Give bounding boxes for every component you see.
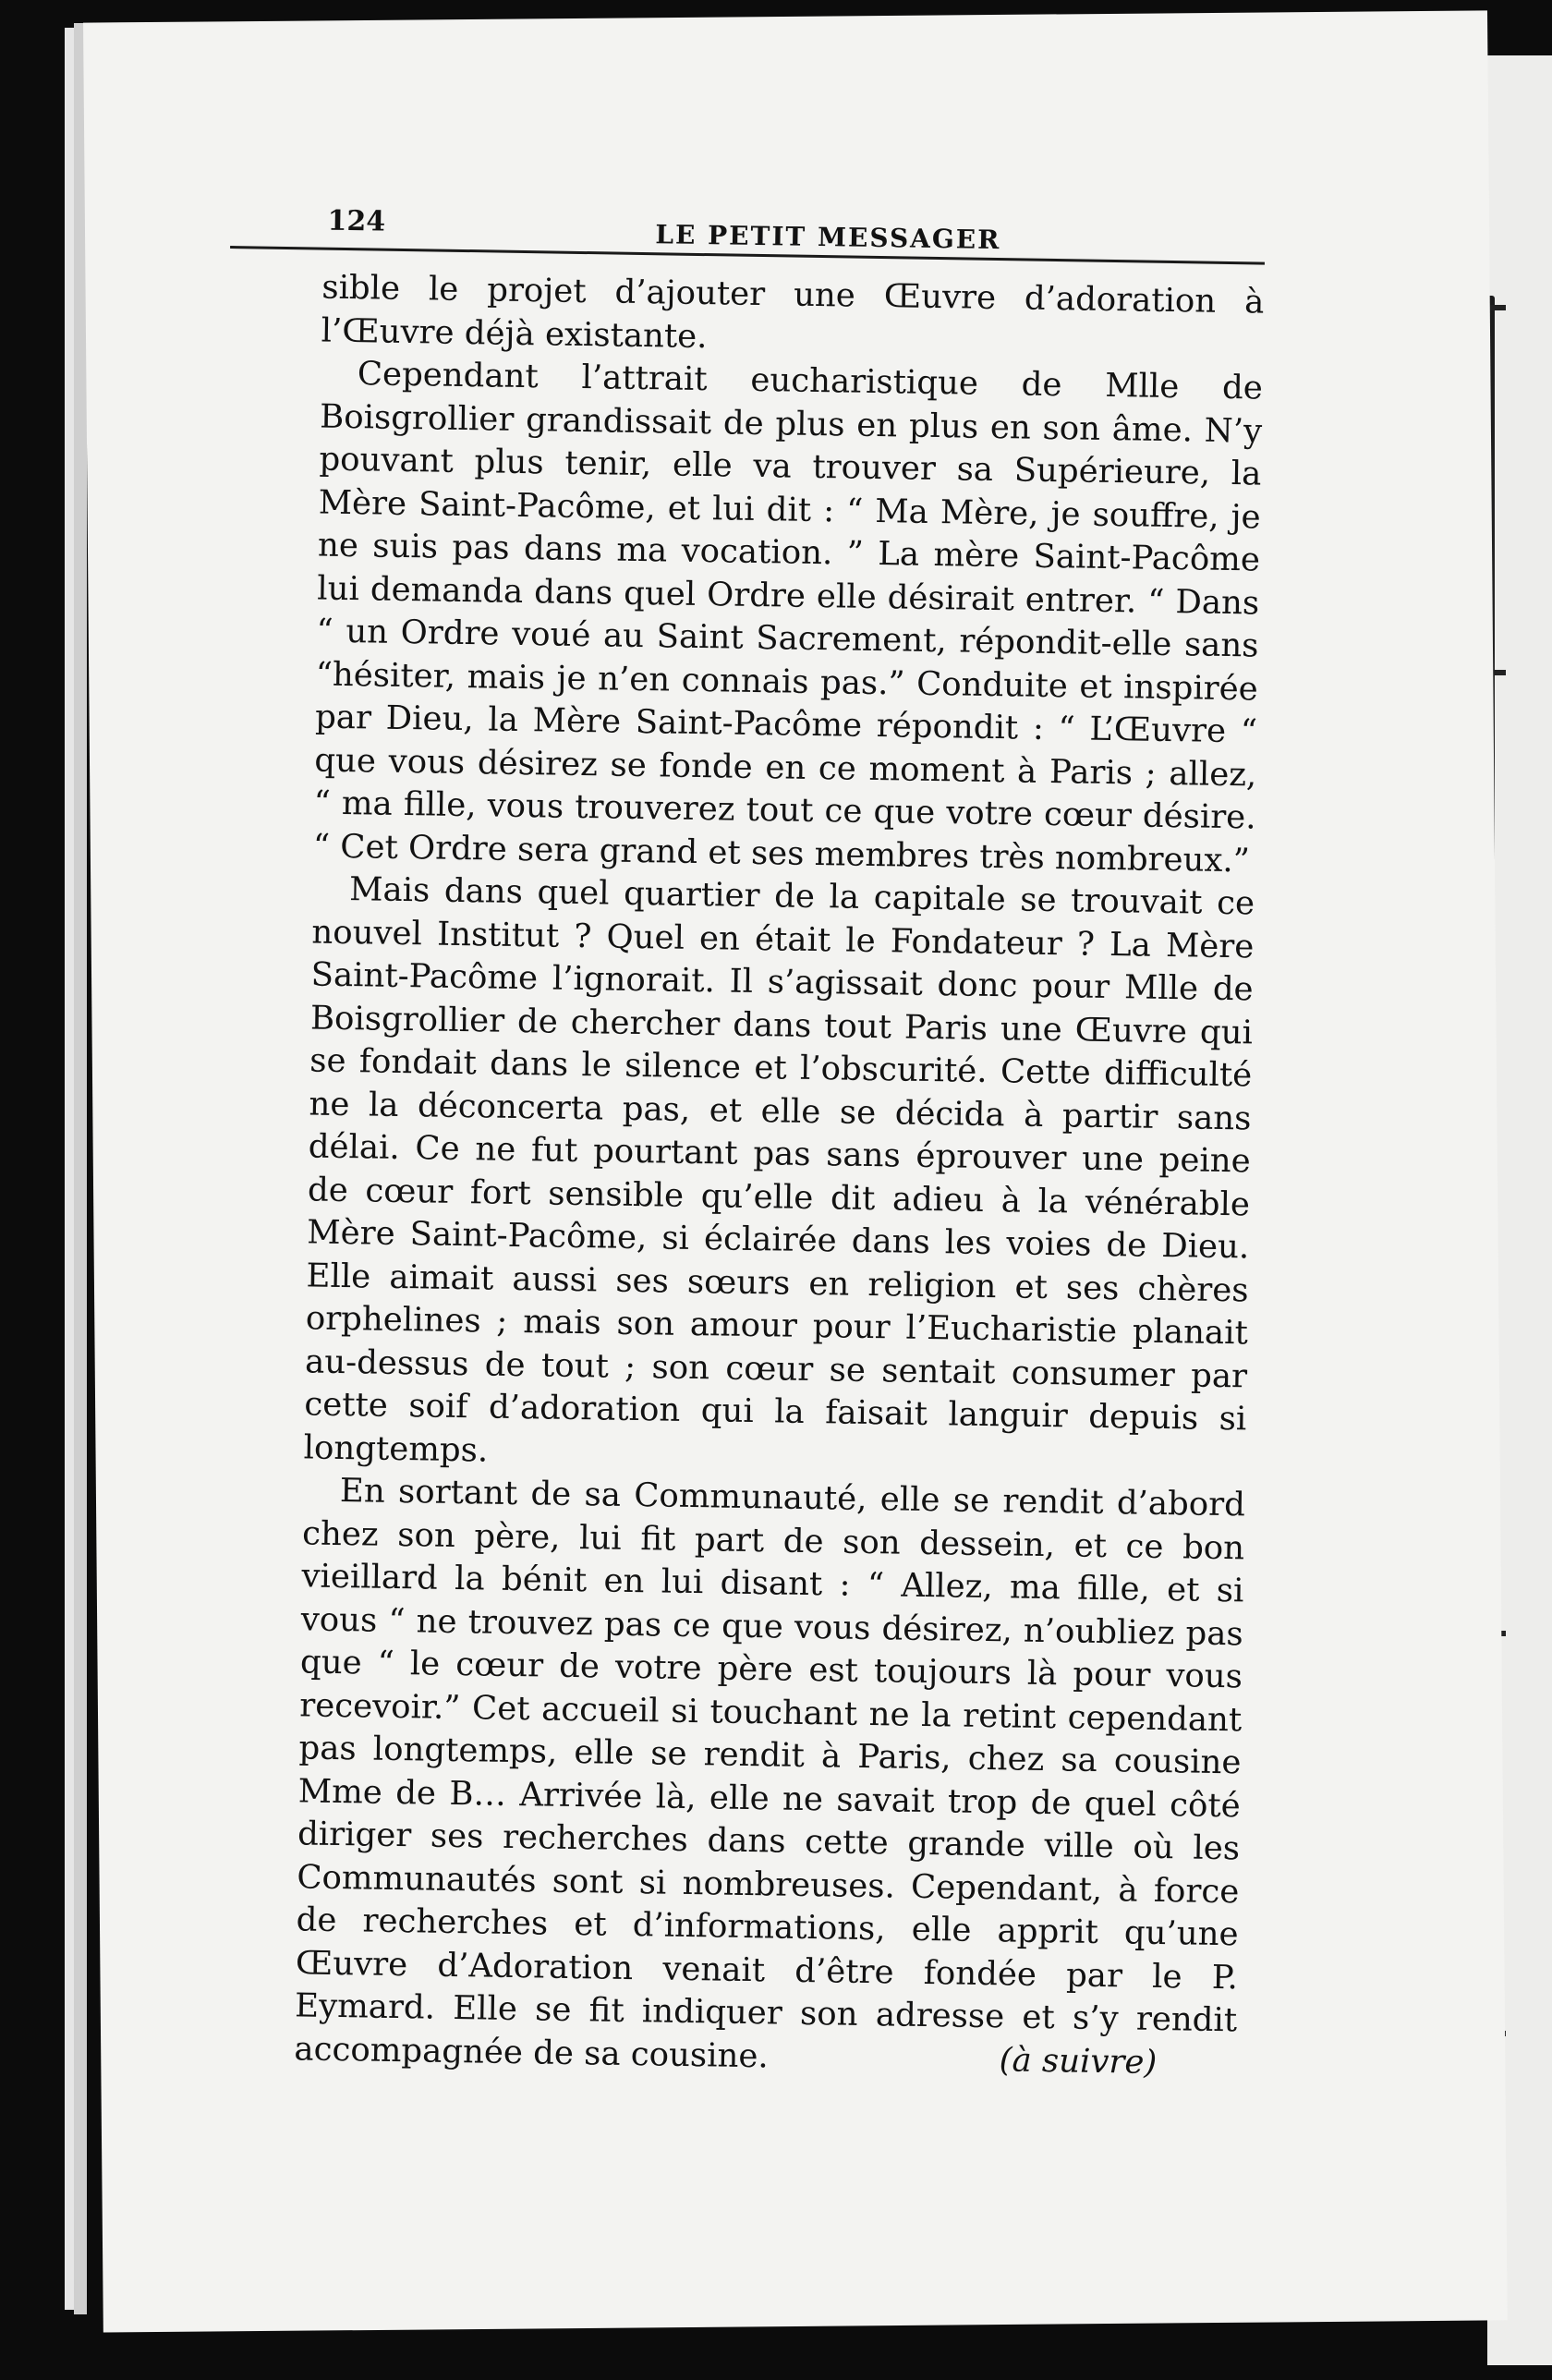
paragraph: Cependant l’attrait eucharistique de Mlle de Boisgrollier grandissait de plus en plus en son âme. N’y pouvant plus tenir, elle va trouver sa Supérieure, la Mère Saint-Pacôme, et lui dit : “ Ma Mère, je souffre, je ne suis pas dans ma vocation. ” La mère Saint-Pacôme lui demanda dans quel Ordre elle désirait entrer. “ Dans “ un Ordre voué au Saint Sacrement, répondit-elle sans “hésiter, mais je n’en connais pas.” Conduite et inspirée par Dieu, la Mère Saint-Pacôme répondit : “ L’Œuvre “ que vous désirez se fonde en ce moment à Paris ; allez, “ ma fille, vous trouverez tout ce que votre cœur désire. “ Cet Ordre sera grand et ses membres très nombreux.” [312, 355, 1264, 880]
page-number: 124 [327, 204, 386, 238]
paragraph [294, 1469, 1245, 2085]
continuation-note: (à suivre) [999, 2040, 1158, 2082]
running-head: LE PETIT MESSAGER [655, 219, 1001, 256]
paragraph: sible le projet d’ajouter une Œuvre d’adoration à l’Œuvre déjà existante. [321, 268, 1265, 356]
text-body [201, 265, 1265, 2085]
page-edge-left-inner [74, 23, 87, 2314]
page-content [201, 194, 1266, 2085]
paragraph: Mais dans quel quartier de la capitale se trouvait ce nouvel Institut ? Quel en était le Fondateur ? La Mère Saint-Pacôme l’ignorait. Il s’agissait donc pour Mlle de Boisgrollier de chercher dans tout Paris une Œuvre qui se fondait dans le silence et l’obscurité. Cette difficulté ne la déconcerta pas, et elle se décida à partir sans délai. Ce ne fut pourtant pas sans éprouver une peine de cœur fort sensible qu’elle dit adieu à la vénérable Mère Saint-Pacôme, si éclairée dans les voies de Dieu. Elle aimait aussi ses sœurs en religion et ses chères orphelines ; mais son amour pour l’Eucharistie planait au-dessus de tout ; son cœur se sentait consumer par cette soif d’adoration qui la faisait languir depuis si longtemps. [303, 870, 1255, 1470]
paragraph-text: En sortant de sa Communauté, elle se rendit d’abord chez son père, lui fit part de son dessein, et ce bon vieillard la bénit en lui disant : “ Allez, ma fille, et si vous “ ne trouvez pas ce que vous désirez, n’oubliez pas que “ le cœur de votre père est toujours là pour vous recevoir.” Cet accueil si touchant ne la retint cependant pas longtemps, elle se rendit à Paris, chez sa cousine Mme de B… Arrivée là, elle ne savait trop de quel côté diriger ses recherches dans cette grande ville où les Communautés sont si nombreuses. Cependant, à force de recherches et d’informations, elle apprit qu’une Œuvre d’Adoration venait d’être fondée par le P. Eymard. Elle se fit indiquer son adresse et s’y rendit accompagnée de sa cousine. [294, 1472, 1246, 2075]
